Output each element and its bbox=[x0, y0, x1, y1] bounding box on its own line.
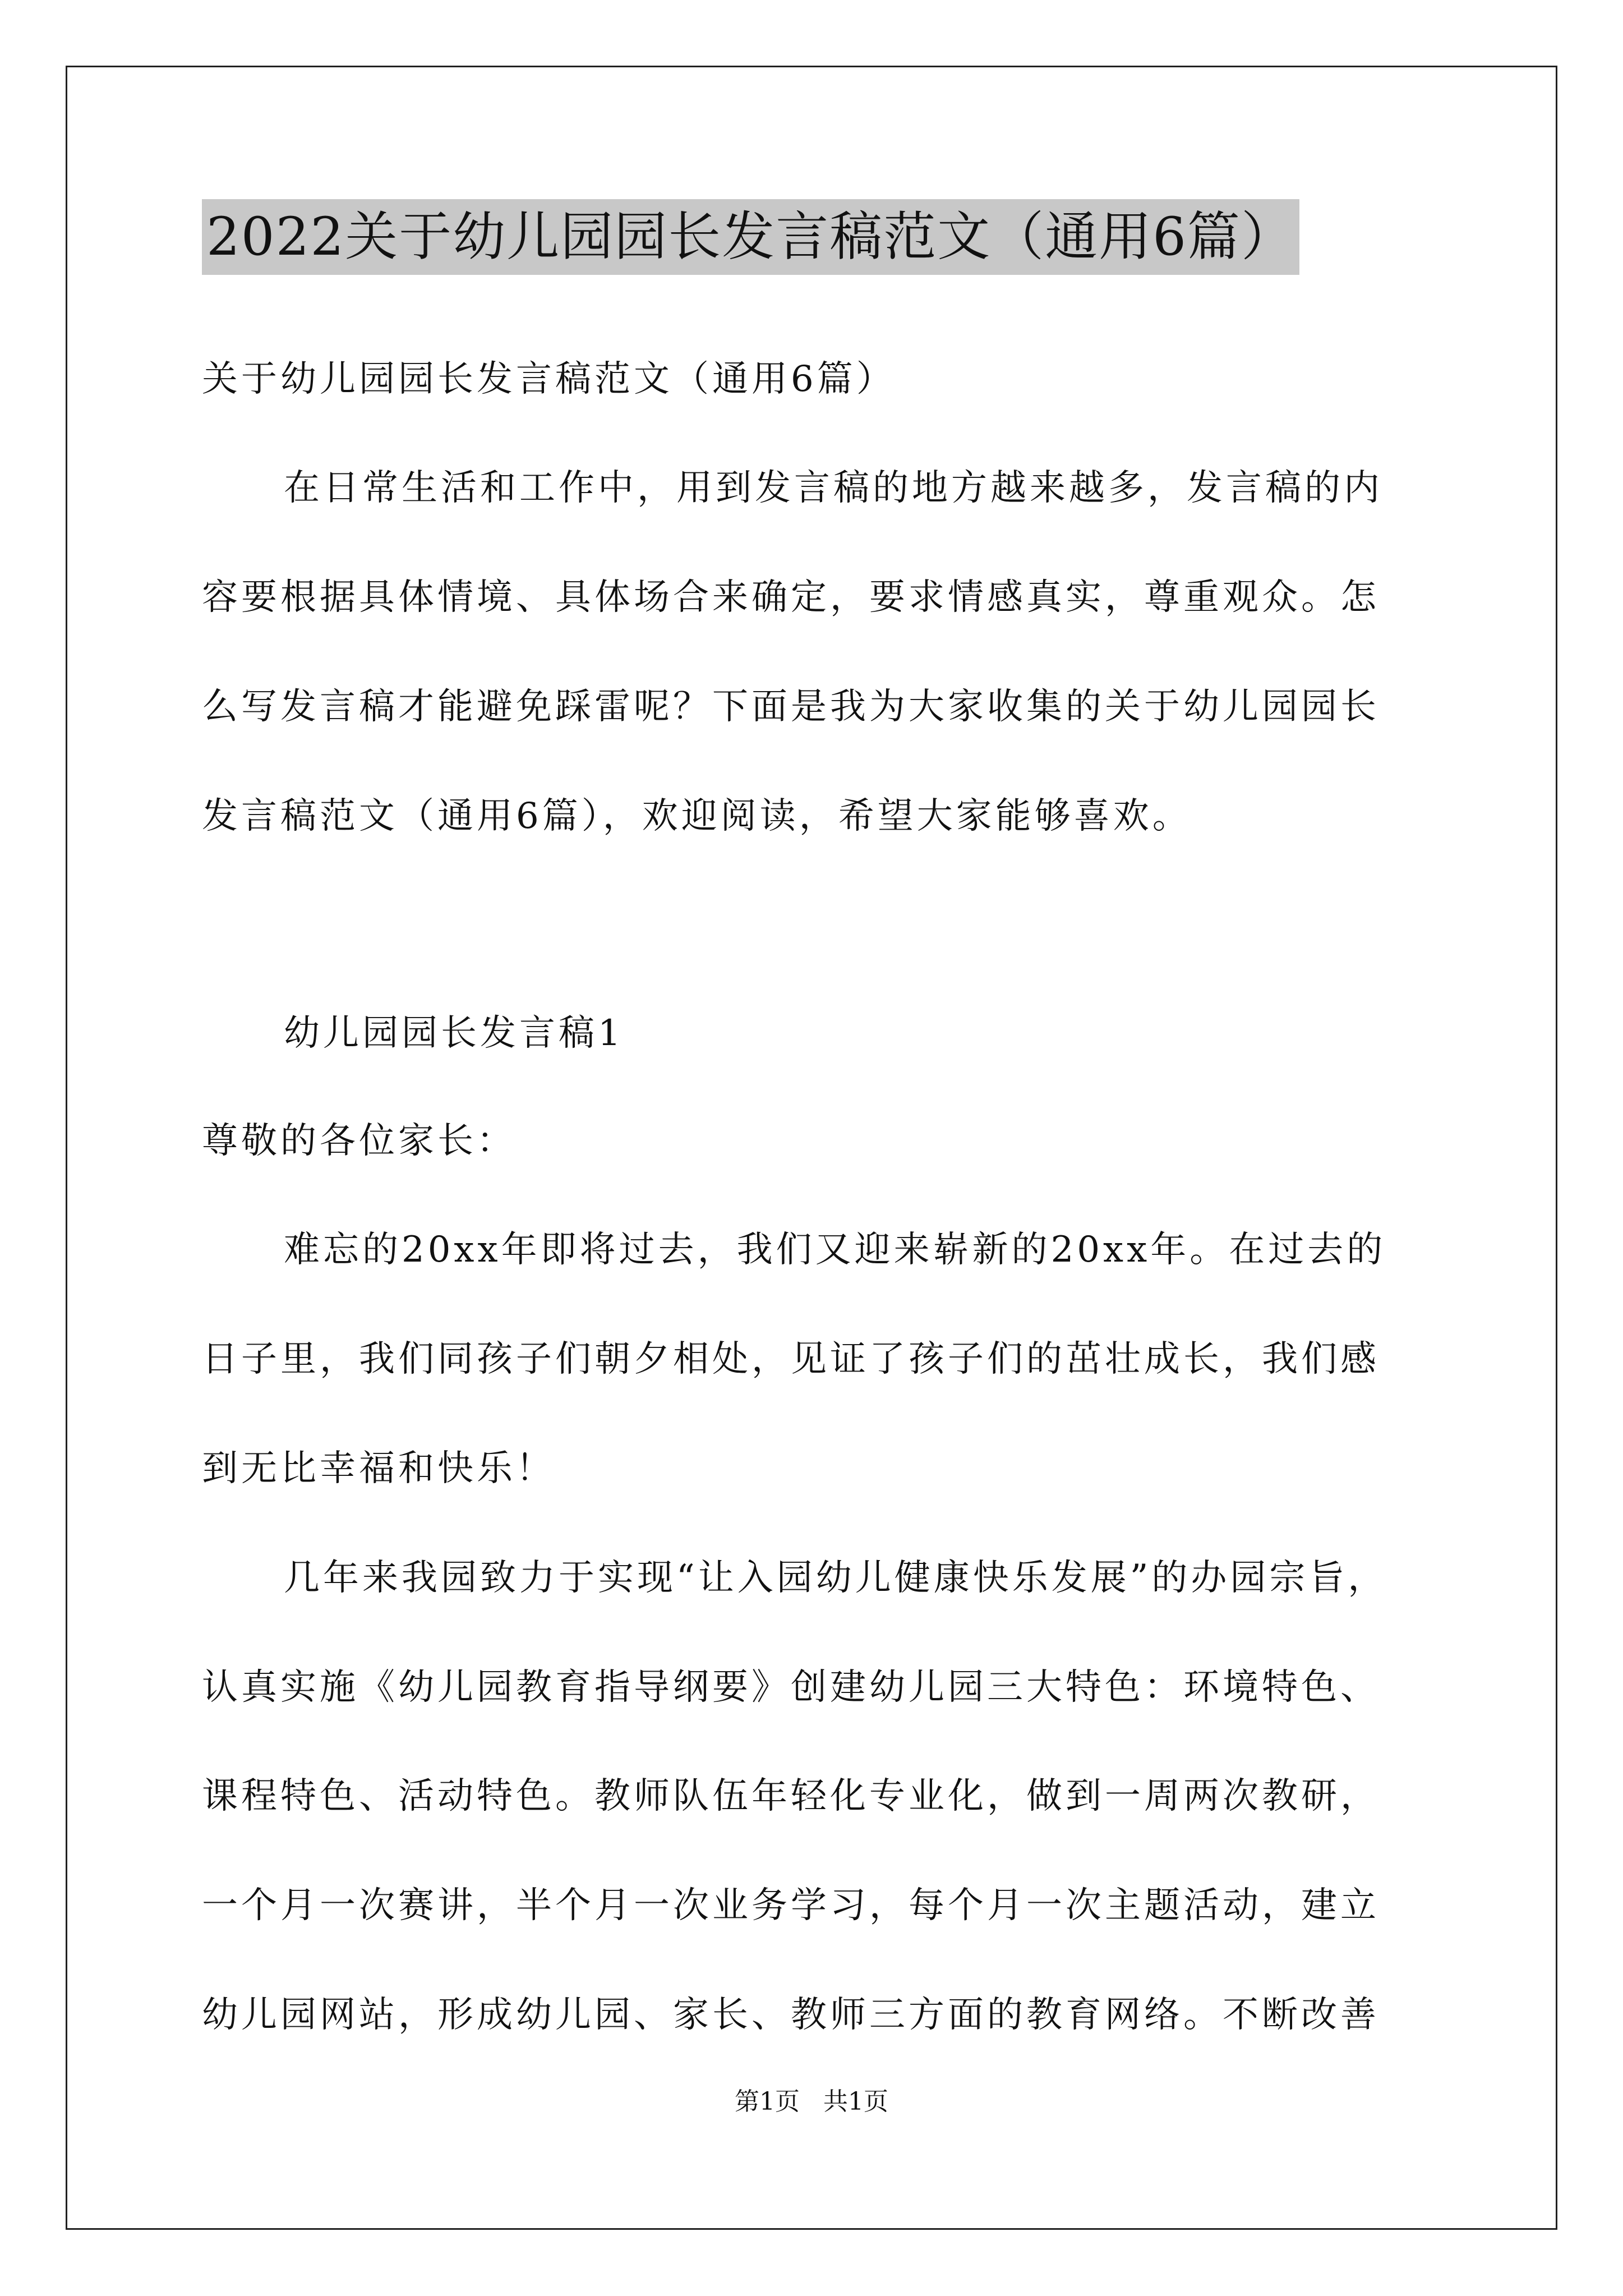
intro-line: 在日常生活和工作中，用到发言稿的地方越来越多，发言稿的内 bbox=[284, 467, 1383, 509]
paragraph-line: 课程特色、活动特色。教师队伍年轻化专业化，做到一周两次教研， bbox=[202, 1775, 1380, 1817]
paragraph-line: 日子里，我们同孩子们朝夕相处，见证了孩子们的茁壮成长，我们感 bbox=[202, 1338, 1380, 1380]
section-heading: 幼儿园园长发言稿1 bbox=[284, 1013, 624, 1054]
page-footer: 第1页 共1页 bbox=[735, 2087, 888, 2116]
paragraph-line: 难忘的20xx年即将过去，我们又迎来崭新的20xx年。在过去的 bbox=[284, 1229, 1386, 1271]
paragraph-line: 几年来我园致力于实现“让入园幼儿健康快乐发展”的办园宗旨， bbox=[284, 1557, 1387, 1599]
paragraph-line: 到无比幸福和快乐！ bbox=[202, 1448, 555, 1489]
paragraph-line: 一个月一次赛讲，半个月一次业务学习，每个月一次主题活动，建立 bbox=[202, 1885, 1380, 1926]
paragraph-line: 幼儿园网站，形成幼儿园、家长、教师三方面的教育网络。不断改善 bbox=[202, 1994, 1380, 2036]
paragraph-line: 认真实施《幼儿园教育指导纲要》创建幼儿园三大特色：环境特色、 bbox=[202, 1667, 1380, 1708]
document-title: 2022关于幼儿园园长发言稿范文（通用6篇） bbox=[202, 199, 1299, 275]
document-subtitle: 关于幼儿园园长发言稿范文（通用6篇） bbox=[202, 358, 896, 400]
salutation: 尊敬的各位家长： bbox=[202, 1120, 516, 1162]
intro-line: 么写发言稿才能避免踩雷呢？下面是我为大家收集的关于幼儿园园长 bbox=[202, 686, 1380, 728]
intro-line: 发言稿范文（通用6篇），欢迎阅读，希望大家能够喜欢。 bbox=[202, 795, 1192, 837]
intro-line: 容要根据具体情境、具体场合来确定，要求情感真实，尊重观众。怎 bbox=[202, 577, 1380, 618]
